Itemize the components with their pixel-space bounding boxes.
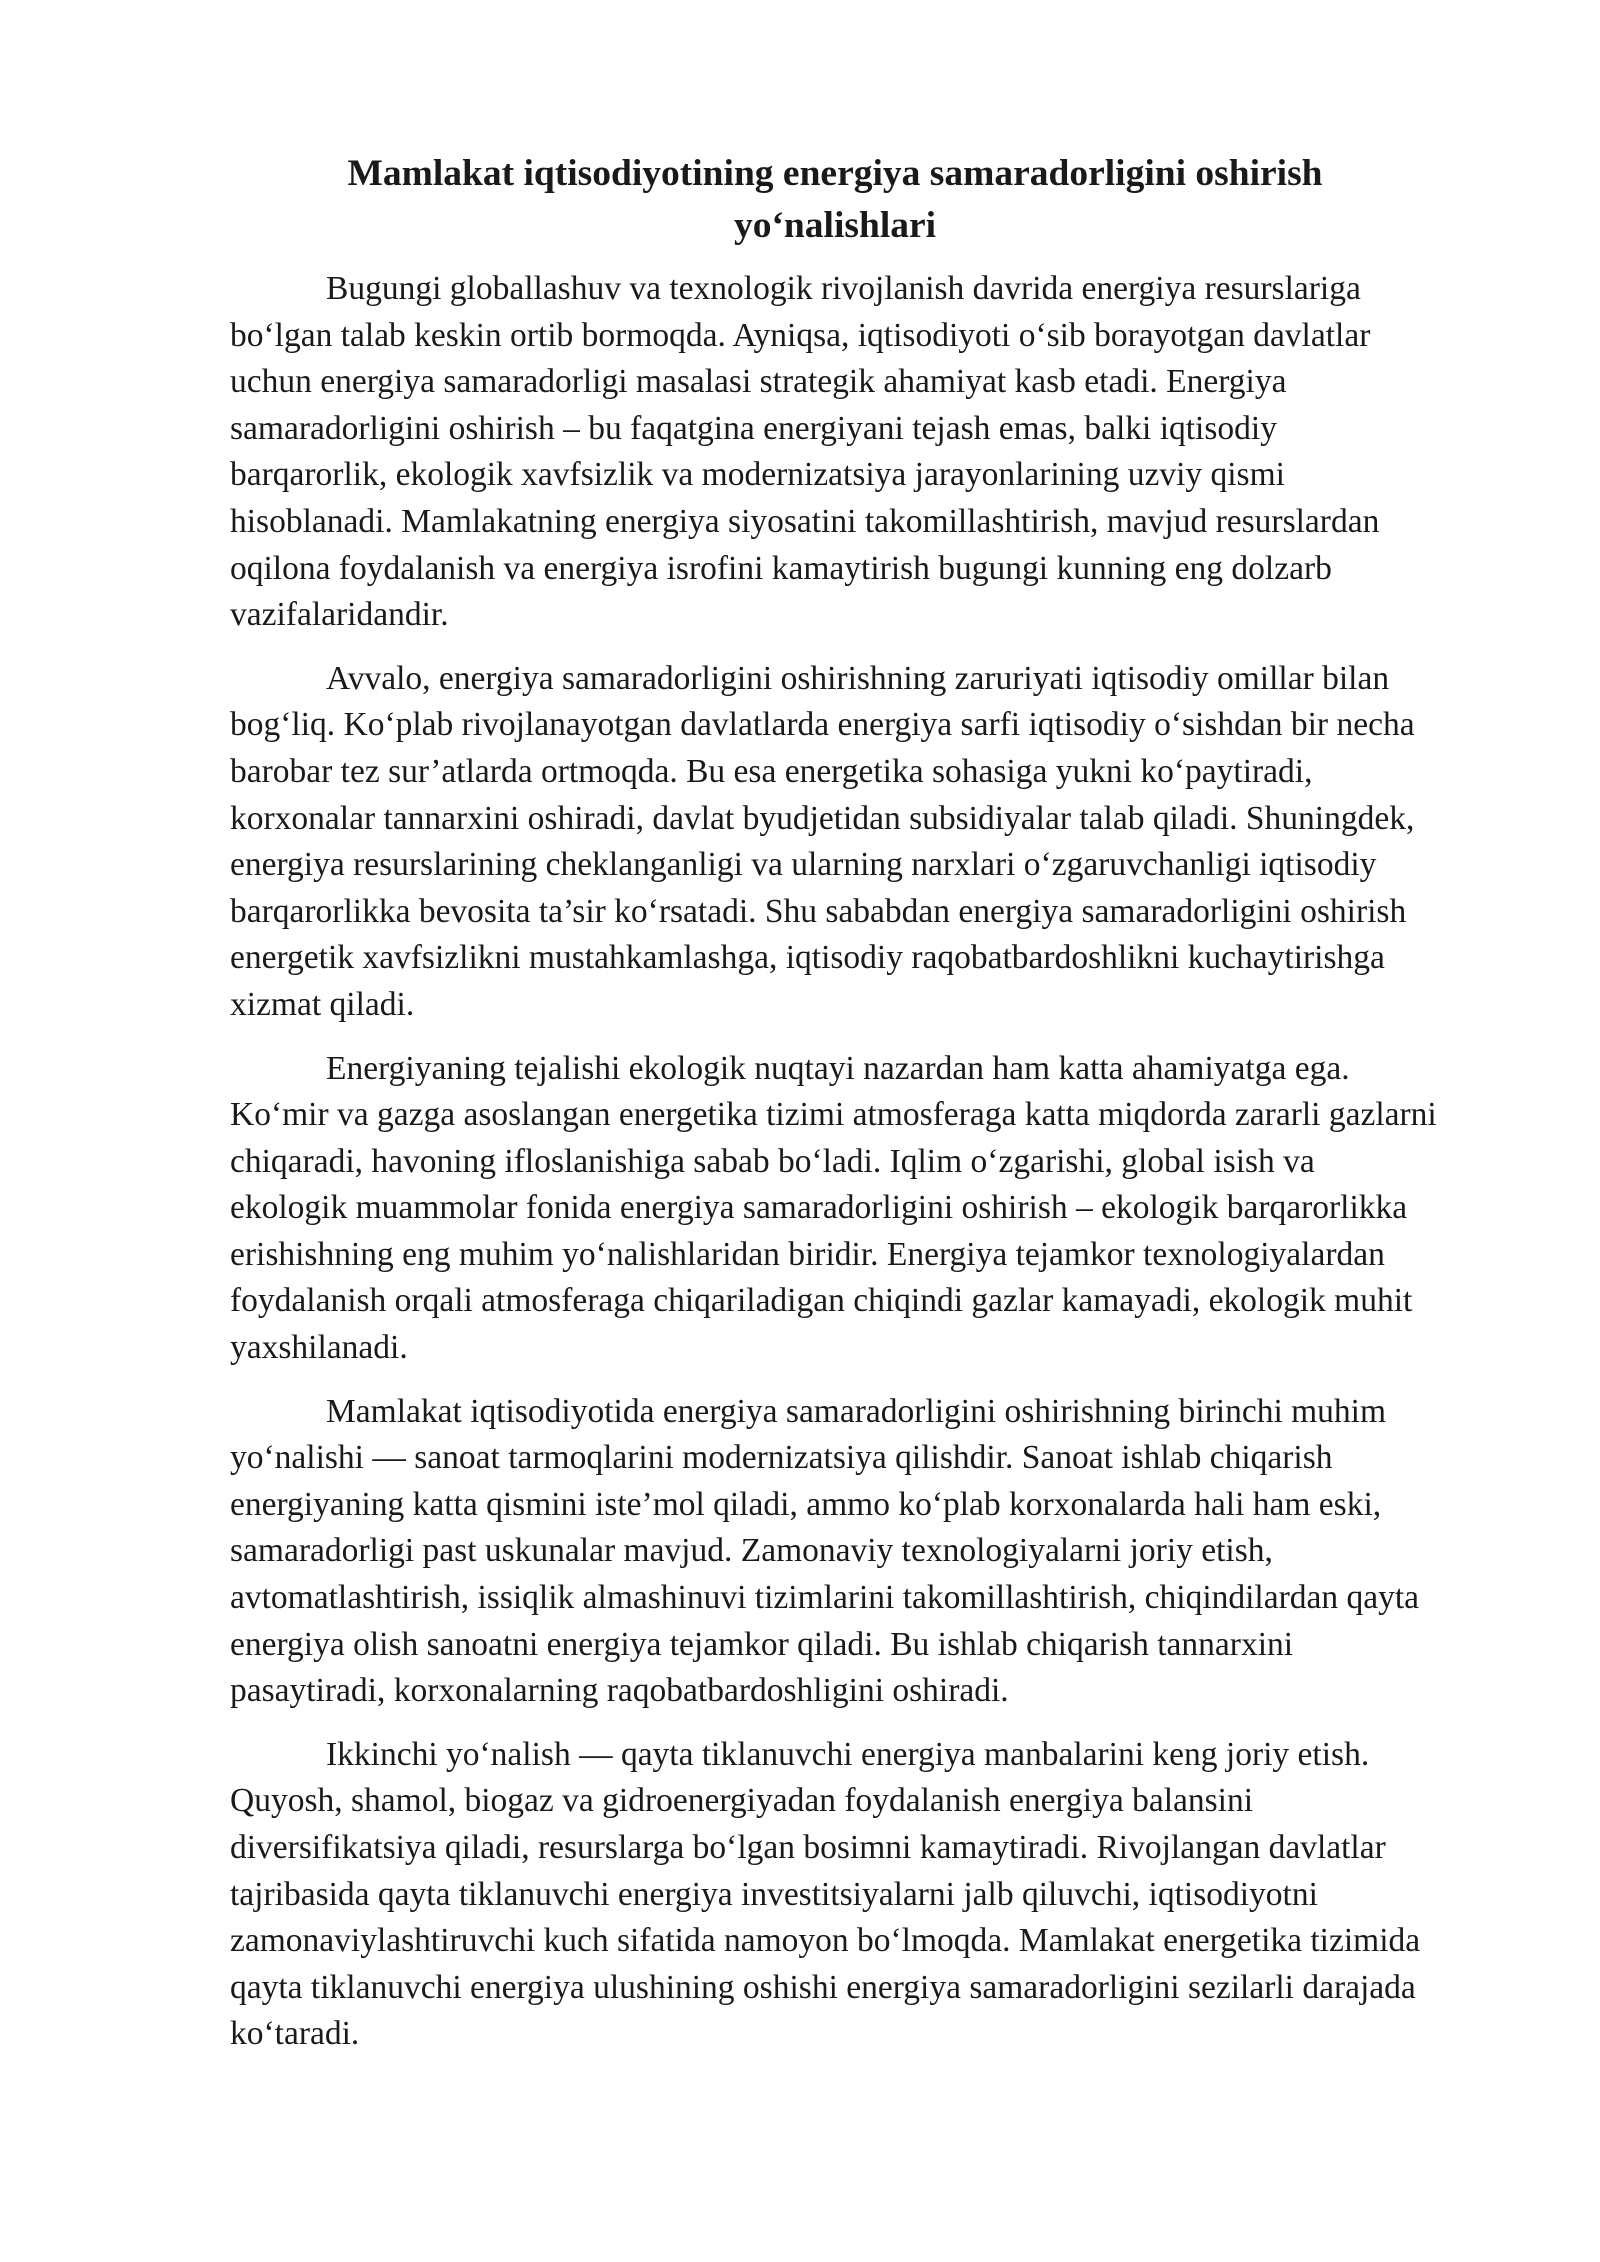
document-title-line-1: Mamlakat iqtisodiyotining energiya samaradorligini oshirish <box>347 153 1323 194</box>
document-title-line-2: yo‘nalishlari <box>733 205 937 246</box>
paragraph-introduction: Bugungi globallashuv va texnologik rivojlanish davrida energiya resurslariga bo‘lgan talab keskin ortib bormoqda. Ayniqsa, iqtisodiyoti o‘sib borayotgan davlatlar uchun energiya samaradorligi masalasi strategik ahamiyat kasb etadi. Energiya samaradorligini oshirish – bu faqatgina energiyani tejash emas, balki iqtisodiy barqarorlik, ekologik xavfsizlik va modernizatsiya jarayonlarining uzviy qismi hisoblanadi. Mamlakatning energiya siyosatini takomillashtirish, mavjud resurslardan oqilona foydalanish va energiya isrofini kamaytirish bugungi kunning eng dolzarb vazifalaridandir. <box>230 270 1380 634</box>
document-title <box>230 148 1440 252</box>
document-body <box>230 148 1440 2075</box>
paragraph-industrial-modernization: Mamlakat iqtisodiyotida energiya samaradorligini oshirishning birinchi muhim yo‘nalishi — sanoat tarmoqlarini modernizatsiya qilishdir. Sanoat ishlab chiqarish energiyaning katta qismini iste’mol qiladi, ammo ko‘plab korxonalarda hali ham eski, samaradorligi past uskunalar mavjud. Zamonaviy texnologiyalarni joriy etish, avtomatlashtirish, issiqlik almashinuvi tizimlarini takomillashtirish, chiqindilardan qayta energiya olish sanoatni energiya tejamkor qiladi. Bu ishlab chiqarish tannarxini pasaytiradi, korxonalarning raqobatbardoshligini oshiradi. <box>230 1392 1420 1710</box>
paragraph-economic-factors: Avvalo, energiya samaradorligini oshirishning zaruriyati iqtisodiy omillar bilan bog‘liq. Ko‘plab rivojlanayotgan davlatlarda energiya sarfi iqtisodiy o‘sishdan bir necha barobar tez sur’atlarda ortmoqda. Bu esa energetika sohasiga yukni ko‘paytiradi, korxonalar tannarxini oshiradi, davlat byudjetidan subsidiyalar talab qiladi. Shuningdek, energiya resurslarining cheklanganligi va ularning narxlari o‘zgaruvchanligi iqtisodiy barqarorlikka bevosita ta’sir ko‘rsatadi. Shu sababdan energiya samaradorligini oshirish energetik xavfsizlikni mustahkamlashga, iqtisodiy raqobatbardoshlikni kuchaytirishga xizmat qiladi. <box>230 659 1415 1023</box>
paragraph-renewable-energy: Ikkinchi yo‘nalish — qayta tiklanuvchi energiya manbalarini keng joriy etish. Quyosh, shamol, biogaz va gidroenergiyadan foydalanish energiya balansini diversifikatsiya qiladi, resurslarga bo‘lgan bosimni kamaytiradi. Rivojlangan davlatlar tajribasida qayta tiklanuvchi energiya investitsiyalarni jalb qiluvchi, iqtisodiyotni zamonaviylashtiruvchi kuch sifatida namoyon bo‘lmoqda. Mamlakat energetika tizimida qayta tiklanuvchi energiya ulushining oshishi energiya samaradorligini sezilarli darajada ko‘taradi. <box>230 1735 1421 2053</box>
paragraph-ecological-importance: Energiyaning tejalishi ekologik nuqtayi nazardan ham katta ahamiyatga ega. Ko‘mir va gazga asoslangan energetika tizimi atmosferaga katta miqdorda zararli gazlarni chiqaradi, havoning ifloslanishiga sabab bo‘ladi. Iqlim o‘zgarishi, global isish va ekologik muammolar fonida energiya samaradorligini oshirish – ekologik barqarorlikka erishishning eng muhim yo‘nalishlaridan biridir. Energiya tejamkor texnologiyalardan foydalanish orqali atmosferaga chiqariladigan chiqindi gazlar kamayadi, ekologik muhit yaxshilanadi. <box>230 1049 1437 1367</box>
